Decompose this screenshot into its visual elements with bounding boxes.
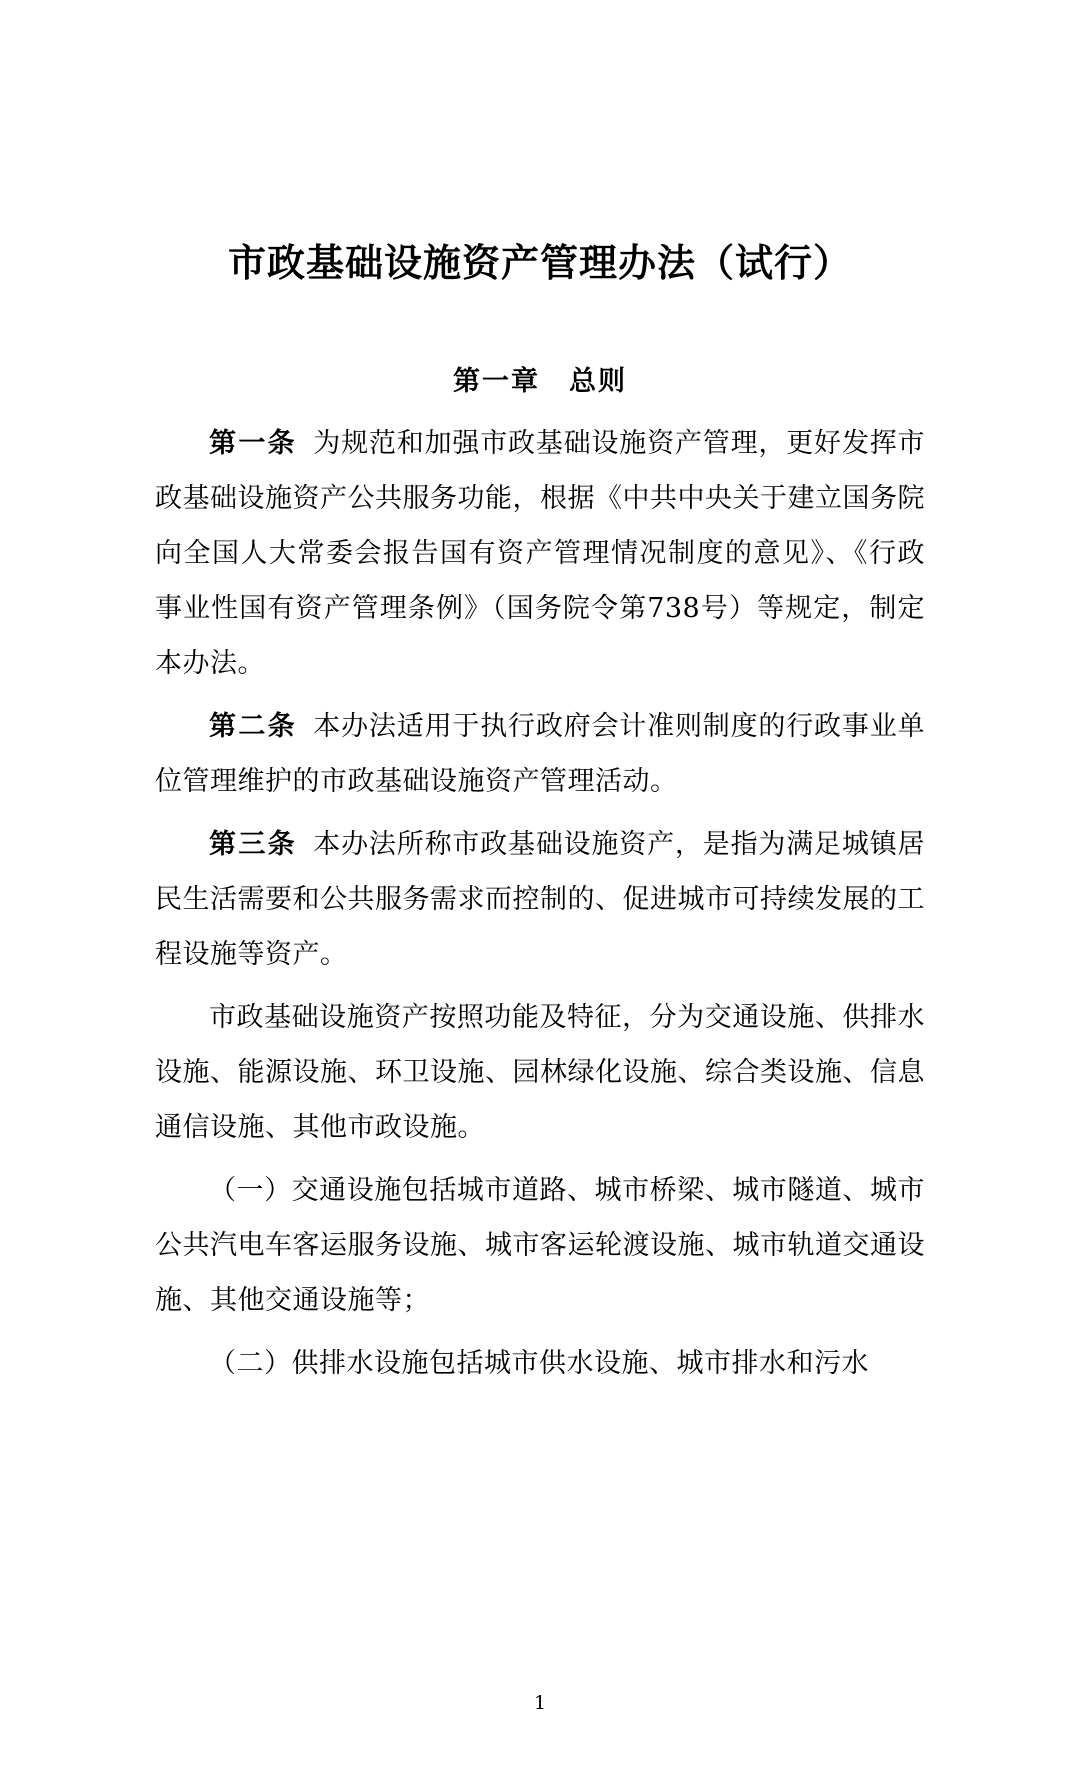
paragraph-article-3 [155,817,925,982]
document-page [0,238,1080,1766]
page-title: 市政基础设施资产管理办法（试行） [227,240,852,285]
article-label: 第二条 [209,711,297,743]
paragraph-text: 为规范和加强市政基础设施资产管理，更好发挥市政基础设施资产公共服务功能，根据《中共中央关于建立国务院向全国人大常委会报告国有资产管理情况制度的意见》、《行政事业性国有资产管理条例》（国务院令第738号）等规定，制定本办法。 [155,428,926,680]
paragraph-text: 市政基础设施资产按照功能及特征，分为交通设施、供排水设施、能源设施、环卫设施、园林绿化设施、综合类设施、信息通信设施、其他市政设施。 [155,1002,925,1144]
chapter-heading: 第一章 总则 [453,366,627,398]
article-label: 第一条 [209,428,297,460]
paragraph-text: （一）交通设施包括城市道路、城市桥梁、城市隧道、城市公共汽电车客运服务设施、城市客运轮渡设施、城市轨道交通设施、其他交通设施等； [155,1175,925,1317]
paragraph-item-2 [155,1336,925,1391]
paragraph-article-2 [155,699,925,809]
paragraph-text: 本办法所称市政基础设施资产，是指为满足城镇居民生活需要和公共服务需求而控制的、促进城市可持续发展的工程设施等资产。 [155,829,926,971]
paragraph-text: 本办法适用于执行政府会计准则制度的行政事业单位管理维护的市政基础设施资产管理活动。 [155,711,926,798]
paragraph-text: （二）供排水设施包括城市供水设施、城市排水和污水 [209,1348,869,1380]
paragraph-categories [155,990,925,1155]
article-label: 第三条 [209,829,297,861]
paragraph-item-1 [155,1163,925,1328]
page-number: 1 [533,1692,547,1714]
paragraph-article-1 [155,416,925,691]
